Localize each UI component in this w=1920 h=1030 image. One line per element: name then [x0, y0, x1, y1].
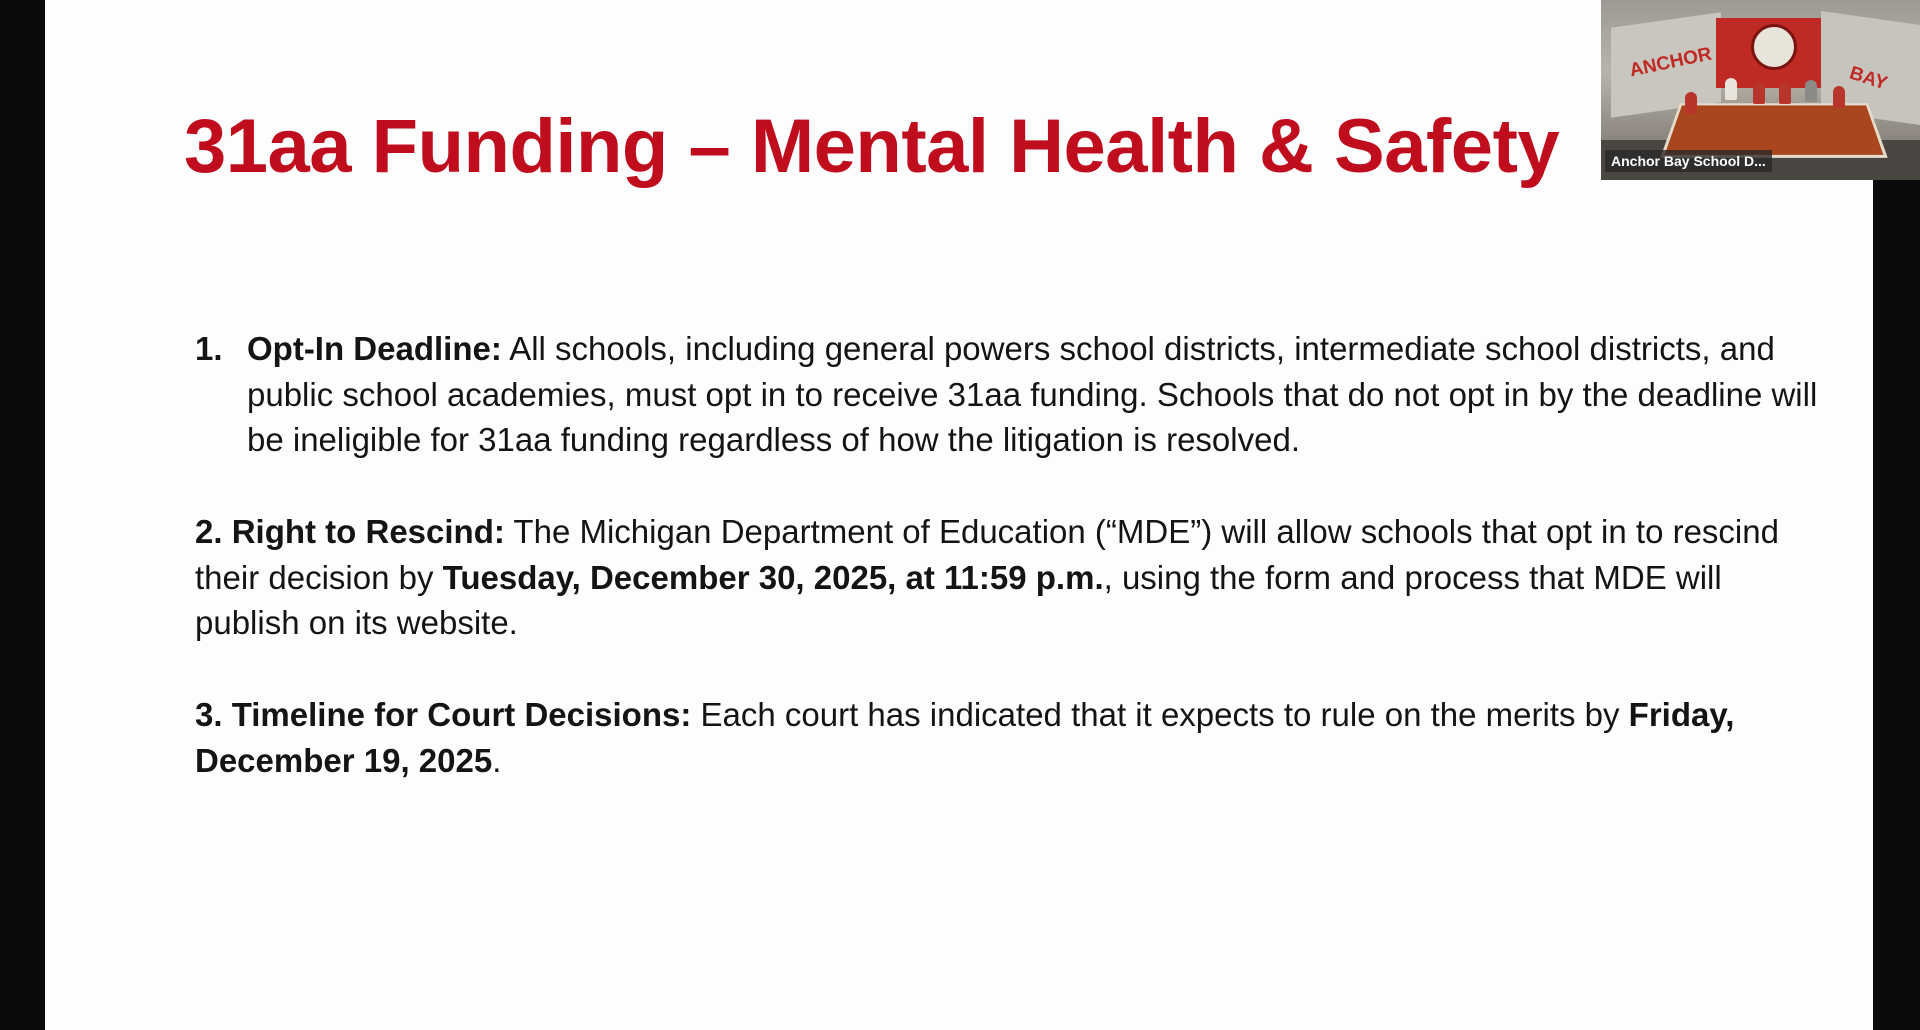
presentation-slide	[45, 0, 1873, 1030]
video-sign-left: ANCHOR	[1627, 43, 1714, 82]
list-item-opt-in-deadline	[195, 326, 1835, 463]
item-number: 3.	[195, 696, 232, 733]
video-person	[1833, 86, 1845, 108]
video-person	[1805, 80, 1817, 102]
item-number: 2.	[195, 513, 232, 550]
item-text-after: , using the form and process that MDE will publish on its website.	[195, 558, 1722, 641]
item-emphasis-date: Friday, December 19, 2025	[195, 696, 1735, 779]
item-heading: Opt-In Deadline:	[247, 330, 502, 367]
video-person	[1779, 82, 1791, 104]
item-number: 1.	[195, 330, 223, 367]
video-person	[1753, 82, 1765, 104]
participant-video-tile[interactable]	[1601, 0, 1920, 180]
item-emphasis-date: Tuesday, December 30, 2025, at 11:59 p.m.	[442, 558, 1104, 596]
item-heading: Timeline for Court Decisions:	[231, 696, 692, 733]
item-text: Each court has indicated that it expects to rule on the merits by	[691, 696, 1629, 733]
item-heading: Right to Rescind:	[231, 513, 505, 550]
video-person	[1725, 78, 1737, 100]
participant-name-label: Anchor Bay School D...	[1605, 150, 1772, 172]
list-item-timeline-court-decisions	[195, 692, 1835, 783]
item-text: All schools, including general powers school districts, intermediate school districts, and public school academies, must opt in to receive 31aa funding. Schools that do not opt in by the deadline will be ineligible for 31aa funding regardless of how the litigation is resolved.	[247, 330, 1818, 458]
list-item-right-to-rescind	[195, 509, 1835, 646]
video-person	[1685, 92, 1697, 114]
school-emblem-icon	[1751, 24, 1797, 70]
item-text-after: .	[492, 741, 502, 779]
video-sign-right: BAY	[1846, 62, 1890, 95]
slide-title: 31aa Funding – Mental Health & Safety	[184, 104, 1560, 189]
item-text: The Michigan Department of Education (“MDE”) will allow schools that opt in to rescind their decision by	[195, 513, 1779, 596]
